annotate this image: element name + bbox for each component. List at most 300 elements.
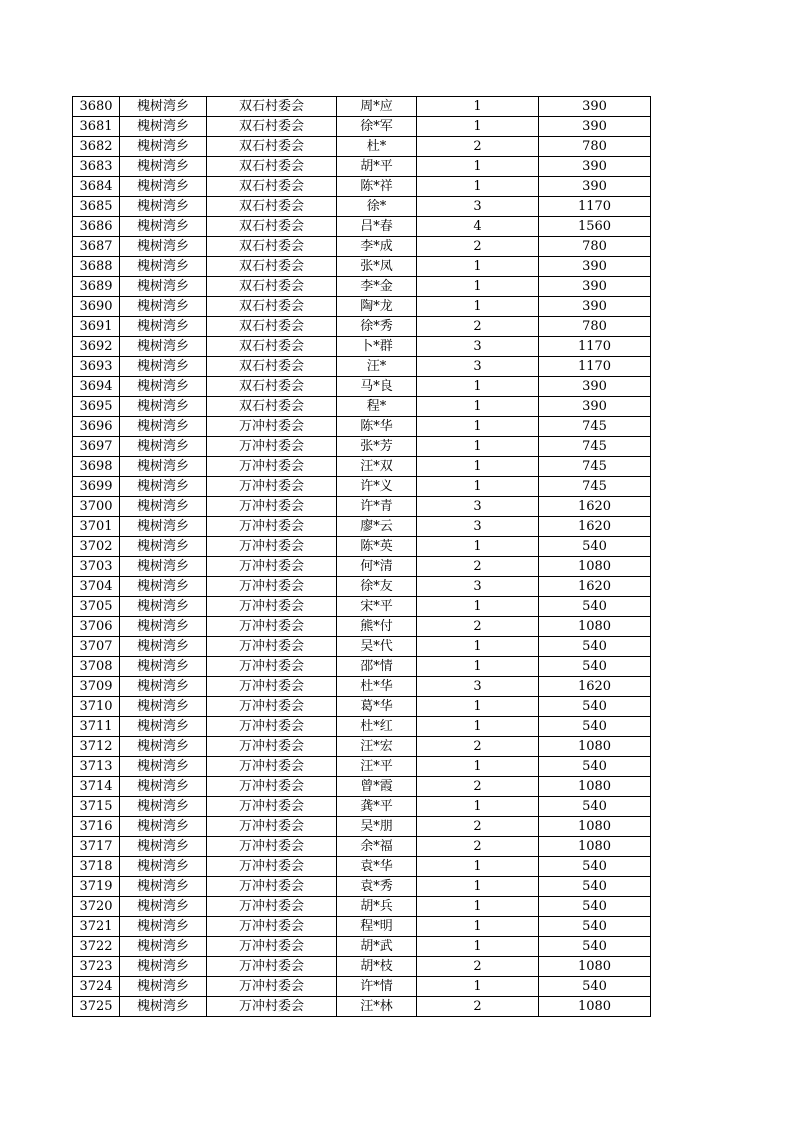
cell-village: 双石村委会: [207, 277, 337, 297]
cell-village: 双石村委会: [207, 317, 337, 337]
cell-id: 3710: [73, 697, 120, 717]
cell-amount: 540: [539, 857, 651, 877]
cell-count: 2: [417, 137, 539, 157]
table-row: [73, 337, 651, 357]
cell-id: 3689: [73, 277, 120, 297]
cell-id: 3701: [73, 517, 120, 537]
table-row: [73, 377, 651, 397]
cell-id: 3699: [73, 477, 120, 497]
cell-name: 徐*: [337, 197, 417, 217]
cell-name: 张*芳: [337, 437, 417, 457]
cell-town: 槐树湾乡: [120, 597, 207, 617]
cell-village: 万冲村委会: [207, 517, 337, 537]
cell-town: 槐树湾乡: [120, 257, 207, 277]
cell-id: 3704: [73, 577, 120, 597]
cell-id: 3687: [73, 237, 120, 257]
cell-village: 万冲村委会: [207, 737, 337, 757]
cell-name: 熊*付: [337, 617, 417, 637]
cell-town: 槐树湾乡: [120, 557, 207, 577]
cell-id: 3724: [73, 977, 120, 997]
cell-name: 汪*平: [337, 757, 417, 777]
cell-village: 万冲村委会: [207, 577, 337, 597]
cell-amount: 1620: [539, 517, 651, 537]
cell-name: 许*义: [337, 477, 417, 497]
table-row: [73, 137, 651, 157]
cell-id: 3682: [73, 137, 120, 157]
cell-village: 万冲村委会: [207, 597, 337, 617]
cell-name: 陶*龙: [337, 297, 417, 317]
cell-name: 胡*武: [337, 937, 417, 957]
cell-count: 1: [417, 917, 539, 937]
table-row: [73, 557, 651, 577]
cell-village: 万冲村委会: [207, 977, 337, 997]
cell-amount: 1080: [539, 737, 651, 757]
cell-name: 汪*双: [337, 457, 417, 477]
cell-name: 程*: [337, 397, 417, 417]
cell-village: 万冲村委会: [207, 457, 337, 477]
cell-town: 槐树湾乡: [120, 297, 207, 317]
table-row: [73, 817, 651, 837]
cell-amount: 1080: [539, 997, 651, 1017]
table-row: [73, 257, 651, 277]
cell-amount: 745: [539, 417, 651, 437]
cell-count: 1: [417, 437, 539, 457]
cell-id: 3703: [73, 557, 120, 577]
cell-id: 3700: [73, 497, 120, 517]
cell-amount: 390: [539, 277, 651, 297]
cell-amount: 540: [539, 917, 651, 937]
cell-count: 1: [417, 597, 539, 617]
table-row: [73, 437, 651, 457]
cell-count: 1: [417, 717, 539, 737]
table-row: [73, 997, 651, 1017]
cell-town: 槐树湾乡: [120, 377, 207, 397]
cell-id: 3725: [73, 997, 120, 1017]
cell-count: 2: [417, 317, 539, 337]
cell-town: 槐树湾乡: [120, 217, 207, 237]
cell-amount: 1620: [539, 577, 651, 597]
cell-amount: 1080: [539, 837, 651, 857]
table-row: [73, 517, 651, 537]
cell-count: 1: [417, 297, 539, 317]
cell-id: 3695: [73, 397, 120, 417]
table-row: [73, 917, 651, 937]
cell-id: 3717: [73, 837, 120, 857]
cell-village: 双石村委会: [207, 137, 337, 157]
cell-village: 双石村委会: [207, 117, 337, 137]
cell-id: 3719: [73, 877, 120, 897]
cell-town: 槐树湾乡: [120, 317, 207, 337]
cell-id: 3696: [73, 417, 120, 437]
cell-amount: 780: [539, 317, 651, 337]
cell-village: 万冲村委会: [207, 937, 337, 957]
cell-town: 槐树湾乡: [120, 457, 207, 477]
cell-town: 槐树湾乡: [120, 577, 207, 597]
cell-town: 槐树湾乡: [120, 657, 207, 677]
subsidy-table: [72, 96, 651, 1017]
cell-name: 邵*情: [337, 657, 417, 677]
cell-count: 1: [417, 797, 539, 817]
table-row: [73, 217, 651, 237]
cell-count: 1: [417, 257, 539, 277]
cell-village: 双石村委会: [207, 177, 337, 197]
cell-amount: 390: [539, 297, 651, 317]
table-row: [73, 317, 651, 337]
cell-amount: 390: [539, 177, 651, 197]
cell-village: 万冲村委会: [207, 877, 337, 897]
cell-amount: 540: [539, 897, 651, 917]
cell-count: 2: [417, 557, 539, 577]
cell-id: 3694: [73, 377, 120, 397]
cell-village: 万冲村委会: [207, 677, 337, 697]
cell-name: 汪*林: [337, 997, 417, 1017]
cell-count: 1: [417, 657, 539, 677]
cell-count: 2: [417, 617, 539, 637]
cell-village: 万冲村委会: [207, 817, 337, 837]
cell-name: 龚*平: [337, 797, 417, 817]
cell-village: 双石村委会: [207, 397, 337, 417]
cell-village: 万冲村委会: [207, 777, 337, 797]
cell-id: 3714: [73, 777, 120, 797]
cell-count: 2: [417, 837, 539, 857]
cell-id: 3702: [73, 537, 120, 557]
cell-name: 宋*平: [337, 597, 417, 617]
cell-name: 许*青: [337, 497, 417, 517]
cell-count: 3: [417, 577, 539, 597]
cell-village: 双石村委会: [207, 97, 337, 117]
table-row: [73, 837, 651, 857]
cell-id: 3712: [73, 737, 120, 757]
cell-id: 3722: [73, 937, 120, 957]
cell-village: 双石村委会: [207, 257, 337, 277]
cell-count: 3: [417, 517, 539, 537]
cell-name: 袁*秀: [337, 877, 417, 897]
cell-village: 万冲村委会: [207, 897, 337, 917]
table-row: [73, 977, 651, 997]
cell-amount: 540: [539, 697, 651, 717]
cell-name: 许*情: [337, 977, 417, 997]
cell-name: 杜*华: [337, 677, 417, 697]
cell-name: 陈*华: [337, 417, 417, 437]
cell-town: 槐树湾乡: [120, 417, 207, 437]
cell-name: 卜*群: [337, 337, 417, 357]
cell-count: 1: [417, 477, 539, 497]
cell-village: 双石村委会: [207, 237, 337, 257]
cell-name: 徐*秀: [337, 317, 417, 337]
cell-id: 3721: [73, 917, 120, 937]
table-row: [73, 957, 651, 977]
cell-name: 张*凤: [337, 257, 417, 277]
cell-name: 周*应: [337, 97, 417, 117]
cell-name: 李*成: [337, 237, 417, 257]
cell-amount: 390: [539, 117, 651, 137]
cell-count: 1: [417, 97, 539, 117]
table-body: [73, 97, 651, 1017]
cell-town: 槐树湾乡: [120, 797, 207, 817]
cell-village: 双石村委会: [207, 377, 337, 397]
table-row: [73, 157, 651, 177]
table-row: [73, 357, 651, 377]
cell-town: 槐树湾乡: [120, 337, 207, 357]
cell-count: 1: [417, 857, 539, 877]
cell-amount: 390: [539, 97, 651, 117]
cell-town: 槐树湾乡: [120, 977, 207, 997]
cell-amount: 1620: [539, 677, 651, 697]
cell-village: 万冲村委会: [207, 437, 337, 457]
cell-name: 吴*代: [337, 637, 417, 657]
cell-id: 3688: [73, 257, 120, 277]
cell-town: 槐树湾乡: [120, 897, 207, 917]
cell-count: 3: [417, 497, 539, 517]
cell-name: 杜*红: [337, 717, 417, 737]
cell-id: 3708: [73, 657, 120, 677]
cell-town: 槐树湾乡: [120, 677, 207, 697]
cell-town: 槐树湾乡: [120, 137, 207, 157]
cell-town: 槐树湾乡: [120, 717, 207, 737]
cell-village: 双石村委会: [207, 157, 337, 177]
cell-count: 1: [417, 457, 539, 477]
cell-count: 1: [417, 897, 539, 917]
cell-amount: 1560: [539, 217, 651, 237]
cell-name: 胡*枝: [337, 957, 417, 977]
table-row: [73, 617, 651, 637]
table-row: [73, 697, 651, 717]
cell-village: 万冲村委会: [207, 997, 337, 1017]
cell-village: 万冲村委会: [207, 637, 337, 657]
cell-town: 槐树湾乡: [120, 237, 207, 257]
cell-count: 2: [417, 817, 539, 837]
table-row: [73, 177, 651, 197]
cell-village: 万冲村委会: [207, 717, 337, 737]
table-row: [73, 117, 651, 137]
table-row: [73, 237, 651, 257]
cell-amount: 540: [539, 877, 651, 897]
cell-amount: 1080: [539, 817, 651, 837]
cell-id: 3716: [73, 817, 120, 837]
cell-count: 1: [417, 157, 539, 177]
cell-amount: 540: [539, 657, 651, 677]
cell-town: 槐树湾乡: [120, 497, 207, 517]
cell-village: 万冲村委会: [207, 657, 337, 677]
cell-amount: 1170: [539, 357, 651, 377]
cell-id: 3723: [73, 957, 120, 977]
cell-name: 杜*: [337, 137, 417, 157]
cell-id: 3705: [73, 597, 120, 617]
cell-town: 槐树湾乡: [120, 617, 207, 637]
cell-name: 陈*英: [337, 537, 417, 557]
cell-count: 1: [417, 277, 539, 297]
cell-village: 万冲村委会: [207, 417, 337, 437]
cell-town: 槐树湾乡: [120, 157, 207, 177]
cell-id: 3713: [73, 757, 120, 777]
cell-name: 汪*宏: [337, 737, 417, 757]
cell-id: 3680: [73, 97, 120, 117]
cell-count: 3: [417, 357, 539, 377]
cell-amount: 390: [539, 377, 651, 397]
cell-count: 2: [417, 957, 539, 977]
cell-amount: 1620: [539, 497, 651, 517]
cell-name: 汪*: [337, 357, 417, 377]
cell-name: 吴*朋: [337, 817, 417, 837]
cell-amount: 390: [539, 397, 651, 417]
table-row: [73, 657, 651, 677]
cell-id: 3690: [73, 297, 120, 317]
table-row: [73, 717, 651, 737]
cell-amount: 1170: [539, 337, 651, 357]
cell-village: 万冲村委会: [207, 857, 337, 877]
cell-count: 2: [417, 997, 539, 1017]
table-row: [73, 297, 651, 317]
cell-amount: 540: [539, 537, 651, 557]
cell-amount: 390: [539, 157, 651, 177]
cell-count: 1: [417, 537, 539, 557]
cell-village: 双石村委会: [207, 197, 337, 217]
cell-name: 曾*霞: [337, 777, 417, 797]
cell-town: 槐树湾乡: [120, 697, 207, 717]
table-row: [73, 417, 651, 437]
cell-id: 3706: [73, 617, 120, 637]
cell-id: 3707: [73, 637, 120, 657]
cell-amount: 540: [539, 637, 651, 657]
cell-village: 万冲村委会: [207, 497, 337, 517]
cell-count: 1: [417, 177, 539, 197]
cell-amount: 540: [539, 597, 651, 617]
cell-id: 3684: [73, 177, 120, 197]
cell-name: 陈*祥: [337, 177, 417, 197]
cell-id: 3681: [73, 117, 120, 137]
cell-id: 3709: [73, 677, 120, 697]
cell-amount: 1080: [539, 617, 651, 637]
cell-town: 槐树湾乡: [120, 957, 207, 977]
table-row: [73, 497, 651, 517]
cell-name: 马*良: [337, 377, 417, 397]
cell-name: 徐*军: [337, 117, 417, 137]
cell-town: 槐树湾乡: [120, 437, 207, 457]
table-row: [73, 197, 651, 217]
cell-amount: 1170: [539, 197, 651, 217]
cell-amount: 745: [539, 477, 651, 497]
cell-town: 槐树湾乡: [120, 277, 207, 297]
table-row: [73, 597, 651, 617]
cell-village: 双石村委会: [207, 337, 337, 357]
cell-town: 槐树湾乡: [120, 517, 207, 537]
cell-name: 葛*华: [337, 697, 417, 717]
cell-amount: 745: [539, 457, 651, 477]
cell-id: 3711: [73, 717, 120, 737]
cell-count: 1: [417, 377, 539, 397]
cell-village: 万冲村委会: [207, 697, 337, 717]
cell-name: 何*清: [337, 557, 417, 577]
cell-town: 槐树湾乡: [120, 637, 207, 657]
cell-count: 1: [417, 117, 539, 137]
cell-village: 万冲村委会: [207, 837, 337, 857]
table-row: [73, 677, 651, 697]
cell-count: 2: [417, 237, 539, 257]
cell-count: 2: [417, 777, 539, 797]
table-row: [73, 857, 651, 877]
cell-town: 槐树湾乡: [120, 117, 207, 137]
table-row: [73, 937, 651, 957]
table-row: [73, 457, 651, 477]
cell-town: 槐树湾乡: [120, 97, 207, 117]
cell-village: 万冲村委会: [207, 757, 337, 777]
cell-id: 3698: [73, 457, 120, 477]
cell-town: 槐树湾乡: [120, 917, 207, 937]
cell-count: 3: [417, 337, 539, 357]
cell-town: 槐树湾乡: [120, 357, 207, 377]
cell-count: 1: [417, 417, 539, 437]
cell-name: 程*明: [337, 917, 417, 937]
cell-amount: 390: [539, 257, 651, 277]
table-row: [73, 477, 651, 497]
cell-count: 1: [417, 757, 539, 777]
cell-id: 3683: [73, 157, 120, 177]
cell-count: 3: [417, 197, 539, 217]
table-row: [73, 897, 651, 917]
cell-name: 徐*友: [337, 577, 417, 597]
cell-id: 3720: [73, 897, 120, 917]
cell-id: 3715: [73, 797, 120, 817]
cell-amount: 780: [539, 237, 651, 257]
cell-village: 双石村委会: [207, 217, 337, 237]
cell-amount: 780: [539, 137, 651, 157]
cell-town: 槐树湾乡: [120, 737, 207, 757]
cell-name: 袁*华: [337, 857, 417, 877]
cell-name: 胡*兵: [337, 897, 417, 917]
table-row: [73, 797, 651, 817]
cell-amount: 540: [539, 937, 651, 957]
table-row: [73, 97, 651, 117]
cell-town: 槐树湾乡: [120, 397, 207, 417]
cell-town: 槐树湾乡: [120, 877, 207, 897]
cell-count: 1: [417, 937, 539, 957]
cell-town: 槐树湾乡: [120, 177, 207, 197]
cell-amount: 540: [539, 757, 651, 777]
cell-town: 槐树湾乡: [120, 757, 207, 777]
cell-count: 1: [417, 977, 539, 997]
cell-amount: 540: [539, 797, 651, 817]
cell-town: 槐树湾乡: [120, 777, 207, 797]
cell-count: 1: [417, 397, 539, 417]
cell-count: 2: [417, 737, 539, 757]
cell-count: 1: [417, 877, 539, 897]
cell-town: 槐树湾乡: [120, 837, 207, 857]
cell-village: 万冲村委会: [207, 617, 337, 637]
table-row: [73, 397, 651, 417]
cell-town: 槐树湾乡: [120, 937, 207, 957]
table-row: [73, 637, 651, 657]
table-row: [73, 577, 651, 597]
cell-town: 槐树湾乡: [120, 817, 207, 837]
cell-village: 万冲村委会: [207, 797, 337, 817]
cell-name: 余*福: [337, 837, 417, 857]
cell-amount: 540: [539, 977, 651, 997]
cell-count: 1: [417, 697, 539, 717]
table-row: [73, 277, 651, 297]
cell-town: 槐树湾乡: [120, 477, 207, 497]
cell-count: 4: [417, 217, 539, 237]
cell-village: 万冲村委会: [207, 477, 337, 497]
cell-village: 万冲村委会: [207, 917, 337, 937]
cell-id: 3685: [73, 197, 120, 217]
cell-name: 胡*平: [337, 157, 417, 177]
table-row: [73, 777, 651, 797]
cell-id: 3693: [73, 357, 120, 377]
cell-amount: 1080: [539, 957, 651, 977]
cell-village: 万冲村委会: [207, 557, 337, 577]
cell-village: 双石村委会: [207, 357, 337, 377]
cell-amount: 745: [539, 437, 651, 457]
